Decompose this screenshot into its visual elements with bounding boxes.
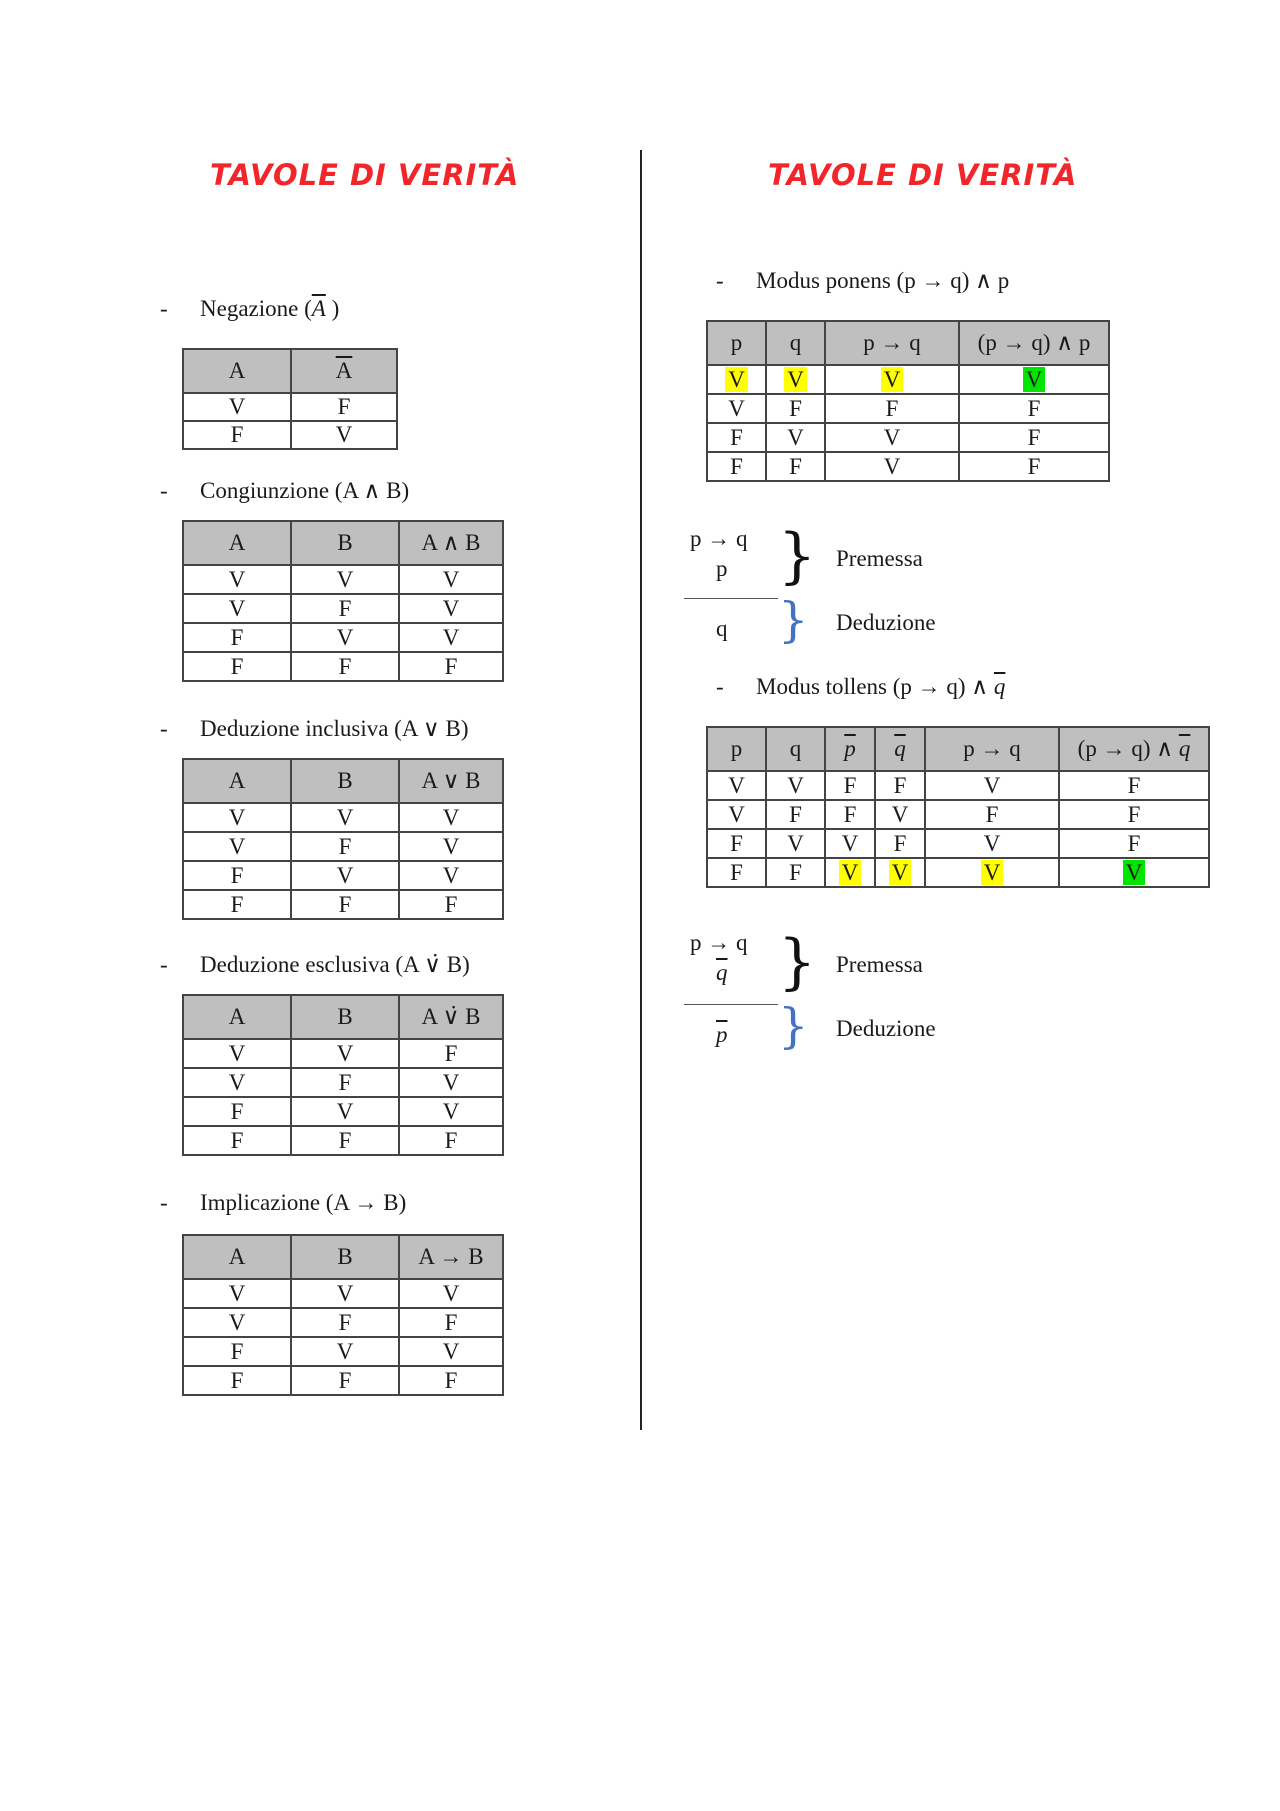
table-cell: F [707, 452, 766, 481]
table-cell: V [825, 858, 875, 887]
table-cell: V [399, 1279, 503, 1308]
header-cell: A [183, 1235, 291, 1279]
tollens-label: - Modus tollens (p → q) ∧ $\overline{q}$ [716, 674, 1006, 699]
table-cell: V [291, 1279, 399, 1308]
table-cell: V [707, 771, 766, 800]
syllogism-rule [684, 1004, 778, 1005]
tollens-conclusion: $\overline{p}$ [716, 1022, 728, 1047]
ponens-premise-label: Premessa [836, 546, 923, 571]
table-cell: F [766, 800, 825, 829]
table-cell: V [291, 1039, 399, 1068]
header-cell: A → B [399, 1235, 503, 1279]
table-cell: V [825, 829, 875, 858]
tollens-table [706, 726, 1210, 888]
table-cell: V [291, 623, 399, 652]
table-cell: V [291, 1337, 399, 1366]
header-cell: $\overline{p}$ [825, 727, 875, 771]
ponens-premise-1: p → q [690, 526, 748, 551]
table-cell: F [959, 452, 1109, 481]
table-cell: F [183, 890, 291, 919]
header-cell: A ∨̇ B [399, 995, 503, 1039]
brace-icon: } [778, 592, 809, 648]
table-cell: F [1059, 771, 1209, 800]
table-cell: V [399, 1068, 503, 1097]
table-cell: F [399, 890, 503, 919]
table-cell: V [291, 803, 399, 832]
table-cell: F [766, 452, 825, 481]
table-cell: V [959, 365, 1109, 394]
table-cell: V [399, 1097, 503, 1126]
header-cell: p → q [925, 727, 1059, 771]
table-cell: V [183, 1308, 291, 1337]
ponens-premise-2: p [716, 556, 728, 581]
brace-icon: } [778, 521, 817, 591]
table-cell: F [399, 1039, 503, 1068]
table-cell: F [959, 423, 1109, 452]
table-cell: F [707, 858, 766, 887]
table-cell: V [875, 800, 925, 829]
ponens-table [706, 320, 1110, 482]
table-cell: V [825, 365, 959, 394]
table-cell: F [875, 829, 925, 858]
table-cell: F [925, 800, 1059, 829]
table-cell: V [399, 594, 503, 623]
tollens-deduction-label: Deduzione [836, 1016, 936, 1041]
table-cell: V [707, 800, 766, 829]
table-cell: V [707, 365, 766, 394]
table-cell: V [183, 1068, 291, 1097]
page-title-left: TAVOLE DI VERITÀ [210, 158, 520, 192]
table-cell: V [399, 803, 503, 832]
table-cell: F [291, 594, 399, 623]
table-cell: F [291, 832, 399, 861]
header-cell: (p → q) ∧ $\overline{q}$ [1059, 727, 1209, 771]
table-cell: V [766, 771, 825, 800]
table-cell: V [825, 423, 959, 452]
table-cell: V [766, 829, 825, 858]
table-cell: F [1059, 800, 1209, 829]
table-cell: F [183, 1366, 291, 1395]
congiunzione-label: - Congiunzione (A ∧ B) [160, 478, 410, 503]
table-cell: V [766, 365, 825, 394]
ponens-deduction-label: Deduzione [836, 610, 936, 635]
table-cell: F [707, 829, 766, 858]
table-cell: V [183, 803, 291, 832]
negazione-table [182, 348, 398, 450]
brace-icon: } [778, 998, 809, 1054]
table-cell: F [959, 394, 1109, 423]
table-cell: V [291, 565, 399, 594]
header-cell: $\overline{q}$ [875, 727, 925, 771]
tollens-premise-2: $\overline{q}$ [716, 960, 728, 985]
header-cell: A [183, 759, 291, 803]
header-cell: B [291, 995, 399, 1039]
header-cell: A ∨ B [399, 759, 503, 803]
table-cell: F [707, 423, 766, 452]
table-cell: F [183, 1337, 291, 1366]
table-cell: F [399, 652, 503, 681]
header-cell: B [291, 1235, 399, 1279]
table-cell: V [1059, 858, 1209, 887]
table-cell: V [291, 1097, 399, 1126]
header-cell: $\overline{A}$ [291, 349, 397, 393]
header-cell: A [183, 349, 291, 393]
table-cell: F [291, 1068, 399, 1097]
table-cell: V [183, 565, 291, 594]
table-cell: F [1059, 829, 1209, 858]
syllogism-rule [684, 598, 778, 599]
table-cell: V [766, 423, 825, 452]
table-cell: V [183, 832, 291, 861]
table-cell: F [183, 623, 291, 652]
table-cell: F [183, 1126, 291, 1155]
tollens-premise-1: p → q [690, 930, 748, 955]
tollens-premise-label: Premessa [836, 952, 923, 977]
header-cell: A [183, 521, 291, 565]
header-cell: q [766, 321, 825, 365]
table-cell: V [925, 858, 1059, 887]
implicazione-table [182, 1234, 504, 1396]
congiunzione-table [182, 520, 504, 682]
header-cell: p → q [825, 321, 959, 365]
table-cell: F [291, 393, 397, 421]
header-cell: B [291, 521, 399, 565]
table-cell: F [183, 861, 291, 890]
table-cell: V [399, 861, 503, 890]
table-cell: F [399, 1308, 503, 1337]
inclusiva-label: - Deduzione inclusiva (A ∨ B) [160, 716, 469, 741]
table-cell: V [399, 832, 503, 861]
column-divider [640, 150, 642, 1430]
table-cell: F [291, 652, 399, 681]
table-cell: V [183, 1039, 291, 1068]
ponens-label: - Modus ponens (p → q) ∧ p [716, 268, 1010, 293]
table-cell: F [825, 394, 959, 423]
esclusiva-table [182, 994, 504, 1156]
ponens-conclusion: q [716, 616, 728, 641]
brace-icon: } [778, 927, 817, 997]
implicazione-label: - Implicazione (A → B) [160, 1190, 407, 1215]
table-cell: V [183, 393, 291, 421]
table-cell: V [925, 771, 1059, 800]
table-cell: F [766, 394, 825, 423]
esclusiva-label: - Deduzione esclusiva (A ∨̇ B) [160, 952, 470, 977]
table-cell: F [291, 1126, 399, 1155]
table-cell: V [183, 594, 291, 623]
table-cell: F [291, 890, 399, 919]
table-cell: V [925, 829, 1059, 858]
header-cell: p [707, 727, 766, 771]
table-cell: F [291, 1308, 399, 1337]
table-cell: V [399, 623, 503, 652]
page-title-right: TAVOLE DI VERITÀ [768, 158, 1078, 192]
header-cell: (p → q) ∧ p [959, 321, 1109, 365]
table-cell: V [825, 452, 959, 481]
table-cell: V [399, 565, 503, 594]
inclusiva-table [182, 758, 504, 920]
table-cell: F [766, 858, 825, 887]
table-cell: F [399, 1126, 503, 1155]
table-cell: F [291, 1366, 399, 1395]
header-cell: q [766, 727, 825, 771]
table-cell: F [183, 1097, 291, 1126]
header-cell: p [707, 321, 766, 365]
table-cell: V [399, 1337, 503, 1366]
header-cell: A [183, 995, 291, 1039]
table-cell: V [875, 858, 925, 887]
table-cell: V [183, 1279, 291, 1308]
table-cell: F [183, 652, 291, 681]
negazione-label: - Negazione ($\overline{A}$ ) [160, 296, 340, 321]
header-cell: A ∧ B [399, 521, 503, 565]
table-cell: F [399, 1366, 503, 1395]
table-cell: F [825, 771, 875, 800]
header-cell: B [291, 759, 399, 803]
table-cell: V [291, 861, 399, 890]
table-cell: F [875, 771, 925, 800]
table-cell: V [291, 421, 397, 449]
table-cell: F [825, 800, 875, 829]
table-cell: V [707, 394, 766, 423]
table-cell: F [183, 421, 291, 449]
